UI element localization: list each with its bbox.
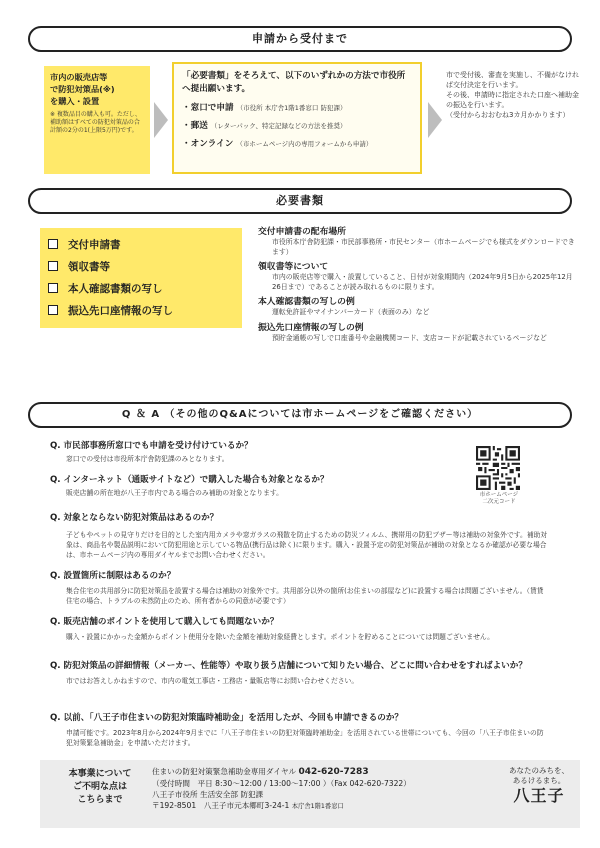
checkbox-icon bbox=[48, 305, 58, 315]
qa-question: Q. 販売店舗のポイントを使用して購入しても問題ないか？ bbox=[50, 617, 279, 627]
checklist-item-label: 交付申請書 bbox=[68, 238, 121, 251]
method-counter bbox=[182, 102, 412, 114]
qa-answer: 集合住宅の共用部分に防犯対策品を設置する場合は補助の対象外です。共用部分以外の箇所(お住まいの部屋など)に設置する場合は問題ございません。（賃貸住宅の場合、トラブルの未然防止のため、所有者からの同意が必要です） bbox=[66, 587, 544, 605]
info-body: 運転免許証やマイナンバーカード（表面のみ）など bbox=[272, 308, 430, 316]
contact-heading-line: 本事業について bbox=[68, 769, 132, 779]
info-heading: 本人確認書類の写しの例 bbox=[258, 297, 355, 307]
info-heading: 交付申請書の配布場所 bbox=[258, 227, 346, 237]
qa-answer: 窓口での受付は市役所本庁舎防犯課のみとなります。 bbox=[66, 455, 229, 463]
info-body: 市役所本庁舎防犯課・市民部事務所・市民センター（市ホームページでも様式をダウンロードできます） bbox=[272, 238, 575, 256]
contact-footer bbox=[40, 760, 580, 828]
purchase-step-line-3: を購入・設置 bbox=[50, 96, 100, 106]
qa-item bbox=[50, 660, 550, 686]
method-online-label: ・オンライン bbox=[182, 139, 234, 149]
qa-item bbox=[50, 440, 460, 464]
checklist-item-label: 振込先口座情報の写し bbox=[68, 304, 173, 317]
qa-question: Q. 防犯対策品の詳細情報（メーカー、性能等）や取り扱う店舗について知りたい場合、どこに問い合わせをすればよいか？ bbox=[50, 661, 527, 671]
review-text-1: 市で受付後、審査を実施し、不備がなければ交付決定を行います。 bbox=[446, 71, 579, 89]
required-docs-checklist bbox=[40, 228, 242, 328]
qa-question: Q. インターネット（通販サイトなど）で購入した場合も対象となるか？ bbox=[50, 475, 329, 485]
qa-answer: 購入・設置にかかった金額からポイント使用分を除いた金額を補助対象経費とします。ポイントを貯めることについては問題ございません。 bbox=[66, 633, 494, 641]
qa-item bbox=[50, 570, 550, 606]
flow-arrow-2 bbox=[428, 102, 442, 138]
method-counter-sub: （市役所 本庁舎1階1番窓口 防犯課） bbox=[236, 104, 347, 112]
qa-item bbox=[50, 512, 550, 560]
checkbox-icon bbox=[48, 261, 58, 271]
purchase-step-line-1: 市内の販売店等 bbox=[50, 72, 108, 82]
contact-heading bbox=[50, 768, 150, 807]
logo-name: 八王子 bbox=[513, 786, 565, 805]
qa-answer: 販売店舗の所在地が八王子市内である場合のみ補助の対象となります。 bbox=[66, 489, 283, 497]
department-name: 八王子市役所 生活安全部 防犯課 bbox=[152, 790, 264, 799]
purchase-step-box bbox=[44, 66, 150, 174]
reception-hours: （受付時間 平日 8:30～12:00 / 13:00～17:00 ）（Fax 042-620-7322） bbox=[152, 779, 411, 788]
checklist-item bbox=[48, 277, 234, 299]
qr-code-icon[interactable] bbox=[476, 446, 520, 490]
qa-question: Q. 市民部事務所窓口でも申請を受け付けているか？ bbox=[50, 441, 253, 451]
method-online-sub: （市ホームページ内の専用フォームから申請） bbox=[236, 140, 373, 148]
purchase-step-line-2: で防犯対策品(※) bbox=[50, 84, 115, 94]
qa-item bbox=[50, 616, 550, 642]
qr-caption-line: 二次元コード bbox=[482, 499, 516, 505]
purchase-step-note: ※ 複数品目の購入も可。ただし、補助額はすべての防犯対策品の合計額の2分の1(上限5万円)です。 bbox=[50, 111, 141, 134]
address-window: 本庁舎1階1番窓口 bbox=[291, 803, 344, 810]
qa-question: Q. 対象とならない防犯対策品はあるのか？ bbox=[50, 513, 219, 523]
info-body: 市内の販売店等で購入・設置していること、日付が対象期間内（2024年9月5日から2025年12月26日まで）であることが読み取れるものに限ります。 bbox=[272, 273, 573, 291]
contact-details bbox=[152, 766, 492, 812]
qa-answer: 申請可能です。2023年8月から2024年9月までに「八王子市住まいの防犯対策臨時補助金」を活用されている世帯についても、今回の「八王子市住まいの防犯対策緊急補助金」を申請いただけます。 bbox=[66, 729, 544, 747]
info-body: 預貯金通帳の写しで口座番号や金融機関コード、支店コードが記載されているページなど bbox=[272, 333, 547, 342]
submission-methods-box bbox=[172, 62, 422, 174]
qr-caption bbox=[466, 492, 532, 506]
info-heading: 振込先口座情報の写しの例 bbox=[258, 322, 364, 333]
contact-heading-line: ご不明な点は bbox=[72, 782, 127, 792]
checklist-item-label: 領収書等 bbox=[68, 260, 110, 273]
qa-answer: 市ではお答えしかねますので、市内の電気工事店・工務店・量販店等にお問い合わせください。 bbox=[66, 677, 359, 685]
qa-item bbox=[50, 712, 550, 748]
logo-tagline: あるけるまち。 bbox=[512, 776, 566, 785]
address: 〒192-8501 八王子市元本郷町3-24-1 bbox=[152, 801, 290, 810]
checklist-item bbox=[48, 255, 234, 277]
checklist-item bbox=[48, 299, 234, 321]
checklist-item-label: 本人確認書類の写し bbox=[68, 282, 163, 295]
qr-caption-line: 市ホームページ bbox=[479, 492, 519, 498]
hotline-label: 住まいの防犯対策緊急補助金専用ダイヤル bbox=[152, 767, 297, 776]
hotline-phone[interactable]: 042-620-7283 bbox=[298, 767, 369, 777]
review-text-2: その後、申請時に指定された口座へ補助金の振込を行います。 bbox=[446, 91, 579, 109]
method-online bbox=[182, 138, 412, 150]
qa-question: Q. 設置箇所に制限はあるのか？ bbox=[50, 571, 176, 581]
review-text-3: （受付からおおむね3カ月かかります） bbox=[446, 111, 570, 119]
qa-question: Q. 以前、「八王子市住まいの防犯対策臨時補助金」を活用したが、今回も申請できるのか？ bbox=[50, 713, 404, 723]
section-title-docs: 必要書類 bbox=[28, 188, 572, 214]
contact-heading-line: こちらまで bbox=[77, 795, 123, 805]
docs-info bbox=[258, 226, 578, 347]
checkbox-icon bbox=[48, 283, 58, 293]
qa-item bbox=[50, 474, 460, 498]
checkbox-icon bbox=[48, 239, 58, 249]
method-mail-sub: （レターパック、特定記録などの方法を推奨） bbox=[210, 122, 347, 130]
qa-answer: 子どもやペットの見守りだけを目的とした室内用カメラや窓ガラスの飛散を防止するための防災フィルム、携帯用の防犯ブザー等は補助の対象外です。補助対象は、商品名や製品説明において防犯用途と示している物品(携行品は除く)に限ります。購入・設置予定の防犯対策品が補助の対象となるか確認が必要な場合は、市ホームページ内の専用ダイヤルまでお問い合わせください。 bbox=[66, 531, 548, 559]
method-mail-label: ・郵送 bbox=[182, 121, 208, 131]
review-payment-text bbox=[446, 70, 582, 120]
section-title-qa: Q ＆ A （その他のQ&Aについては市ホームページをご確認ください） bbox=[28, 402, 572, 428]
logo-tagline: あなたのみちを、 bbox=[509, 766, 569, 775]
section-title-flow: 申請から受付まで bbox=[28, 26, 572, 52]
hachioji-logo bbox=[502, 766, 576, 806]
method-mail bbox=[182, 120, 412, 132]
method-counter-label: ・窓口で申請 bbox=[182, 103, 234, 113]
submission-lead: 「必要書類」をそろえて、以下のいずれかの方法で市役所へ提出願います。 bbox=[182, 71, 406, 94]
info-heading: 領収書等について bbox=[258, 262, 329, 272]
flow-arrow-1 bbox=[154, 102, 168, 138]
checklist-item bbox=[48, 233, 234, 255]
